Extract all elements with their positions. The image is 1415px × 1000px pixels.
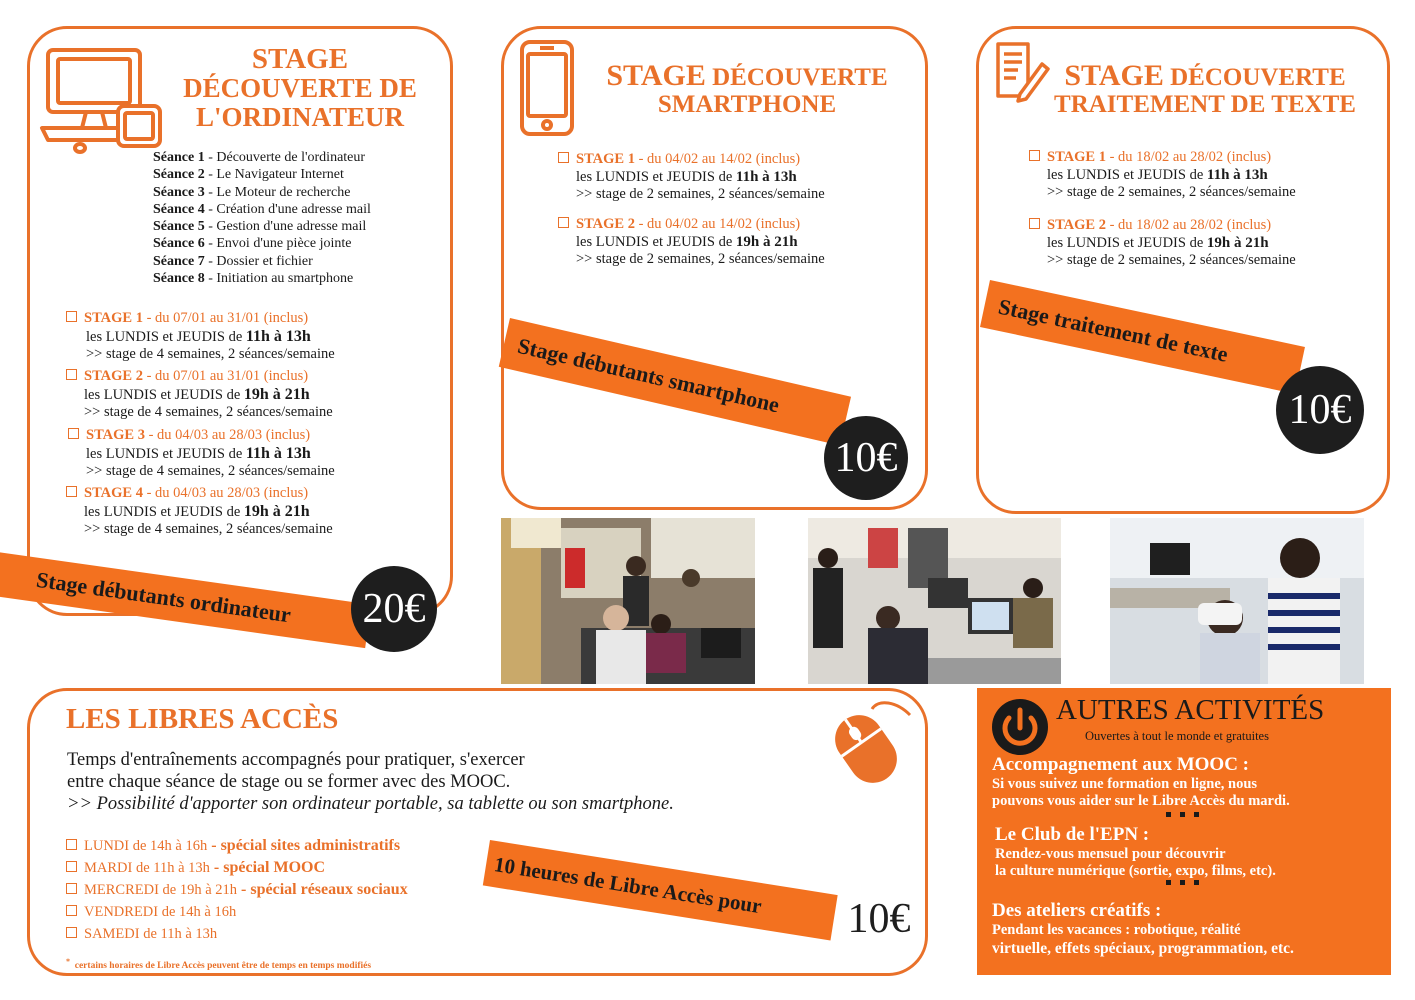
libres-slots <box>66 835 408 945</box>
texte-title: STAGE DÉCOUVERTE TRAITEMENT DE TEXTE <box>1054 59 1356 118</box>
session-item: Séance 2 - Le Navigateur Internet <box>153 167 344 183</box>
session-item: Séance 4 - Création d'une adresse mail <box>153 201 371 217</box>
mooc-section <box>992 754 1290 810</box>
texte-band: Stage traitement de texte <box>980 280 1305 394</box>
smartphone-stage-2: STAGE 2 - du 04/02 au 14/02 (inclus) les LUNDIS et JEUDIS de 19h à 21h >> stage de 2 semaines, 2 séances/semaine <box>558 216 825 269</box>
smartphone-stage-1: STAGE 1 - du 04/02 au 14/02 (inclus) les LUNDIS et JEUDIS de 11h à 13h >> stage de 2 semaines, 2 séances/semaine <box>558 151 825 204</box>
ateliers-title: Des ateliers créatifs : <box>992 900 1162 921</box>
session-item: Séance 6 - Envoi d'une pièce jointe <box>153 236 352 252</box>
checkbox-icon[interactable] <box>68 428 79 439</box>
autres-subtitle: Ouvertes à tout le monde et gratuites <box>1085 729 1269 743</box>
ordinateur-band: Stage débutants ordinateur <box>0 551 371 648</box>
libres-title: LES LIBRES ACCÈS <box>66 703 339 735</box>
texte-stage-1: STAGE 1 - du 18/02 au 28/02 (inclus) les LUNDIS et JEUDIS de 11h à 13h >> stage de 2 semaines, 2 séances/semaine <box>1029 149 1296 202</box>
libres-band: 10 heures de Libre Accès pour <box>483 840 838 940</box>
club-section <box>995 824 1276 880</box>
smartphone-band: Stage débutants smartphone <box>499 318 851 445</box>
club-title: Le Club de l'EPN : <box>995 824 1150 845</box>
mooc-title: Accompagnement aux MOOC : <box>992 754 1249 775</box>
session-item: Séance 5 - Gestion d'une adresse mail <box>153 219 367 235</box>
checkbox-icon[interactable] <box>66 883 77 894</box>
club-line1: Rendez-vous mensuel pour découvrir <box>995 846 1226 862</box>
checkbox-icon[interactable] <box>558 217 569 228</box>
ordinateur-title-line1: STAGE <box>251 43 349 75</box>
ordinateur-stage-2: STAGE 2 - du 07/01 au 31/01 (inclus) les LUNDIS et JEUDIS de 19h à 21h >> stage de 4 semaines, 2 séances/semaine <box>66 368 333 422</box>
libres-desc-line2: entre chaque séance de stage ou se former avec des MOOC. <box>67 772 511 792</box>
slot-item: SAMEDI de 11h à 13h <box>66 923 408 945</box>
smartphone-icon <box>512 38 582 138</box>
slot-item: LUNDI de 14h à 16h - spécial sites administratifs <box>66 835 408 857</box>
slot-item: MERCREDI de 19h à 21h - spécial réseaux sociaux <box>66 879 408 901</box>
session-list <box>153 149 443 287</box>
checkbox-icon[interactable] <box>66 486 77 497</box>
photo-workshop-2 <box>808 518 1061 684</box>
checkbox-icon[interactable] <box>1029 218 1040 229</box>
libres-price: 10€ <box>836 876 922 962</box>
checkbox-icon[interactable] <box>66 311 77 322</box>
ordinateur-price: 20€ <box>351 566 437 652</box>
checkbox-icon[interactable] <box>66 839 77 850</box>
ordinateur-title <box>150 44 450 131</box>
separator-dots <box>1160 812 1210 822</box>
texte-price: 10€ <box>1276 366 1364 454</box>
power-icon <box>991 698 1049 756</box>
mooc-line2: pouvons vous aider sur le Libre Accès du mardi. <box>992 793 1290 809</box>
autres-activites-panel <box>977 688 1391 975</box>
checkbox-icon[interactable] <box>558 152 569 163</box>
libres-description <box>67 749 674 815</box>
ateliers-line2: virtuelle, effets spéciaux, programmation, etc. <box>992 940 1294 957</box>
ateliers-line1: Pendant les vacances : robotique, réalité <box>992 922 1241 938</box>
slot-item: VENDREDI de 14h à 16h <box>66 901 408 923</box>
checkbox-icon[interactable] <box>66 905 77 916</box>
session-item: Séance 3 - Le Moteur de recherche <box>153 184 351 200</box>
mooc-line1: Si vous suivez une formation en ligne, nous <box>992 776 1258 792</box>
session-item: Séance 1 - Découverte de l'ordinateur <box>153 150 366 165</box>
session-item: Séance 8 - Initiation au smartphone <box>153 271 354 287</box>
libres-desc-line3: >> Possibilité d'apporter son ordinateur portable, sa tablette ou son smartphone. <box>67 794 674 814</box>
separator-dots <box>1160 880 1210 890</box>
autres-title: AUTRES ACTIVITÉS <box>1056 694 1325 726</box>
checkbox-icon[interactable] <box>66 861 77 872</box>
ordinateur-title-line3: L'ORDINATEUR <box>195 101 405 132</box>
smartphone-price: 10€ <box>824 416 908 500</box>
ordinateur-stage-4: STAGE 4 - du 04/03 au 28/03 (inclus) les LUNDIS et JEUDIS de 19h à 21h >> stage de 4 semaines, 2 séances/semaine <box>66 485 333 539</box>
session-item: Séance 7 - Dossier et fichier <box>153 253 313 269</box>
checkbox-icon[interactable] <box>66 927 77 938</box>
checkbox-icon[interactable] <box>66 369 77 380</box>
photo-workshop-1 <box>501 518 755 684</box>
club-line2: la culture numérique (sortie, expo, films, etc). <box>995 863 1276 879</box>
ateliers-section <box>992 900 1294 958</box>
libres-footnote: * certains horaires de Libre Accès peuvent être de temps en temps modifiés <box>66 957 372 972</box>
texte-stage-2: STAGE 2 - du 18/02 au 28/02 (inclus) les LUNDIS et JEUDIS de 19h à 21h >> stage de 2 semaines, 2 séances/semaine <box>1029 217 1296 270</box>
checkbox-icon[interactable] <box>1029 150 1040 161</box>
ordinateur-stage-1: STAGE 1 - du 07/01 au 31/01 (inclus) les LUNDIS et JEUDIS de 11h à 13h >> stage de 4 semaines, 2 séances/semaine <box>66 310 335 364</box>
ordinateur-stage-3: STAGE 3 - du 04/03 au 28/03 (inclus) les LUNDIS et JEUDIS de 11h à 13h >> stage de 4 semaines, 2 séances/semaine <box>68 427 335 481</box>
slot-item: MARDI de 11h à 13h - spécial MOOC <box>66 857 408 879</box>
libres-desc-line1: Temps d'entraînements accompagnés pour pratiquer, s'exercer <box>67 750 525 770</box>
photo-workshop-3 <box>1110 518 1364 684</box>
smartphone-title: STAGE DÉCOUVERTE SMARTPHONE <box>606 59 888 118</box>
ordinateur-title-line2: DÉCOUVERTE DE <box>183 73 417 104</box>
computer-icon <box>36 44 166 156</box>
mouse-icon <box>826 695 918 787</box>
